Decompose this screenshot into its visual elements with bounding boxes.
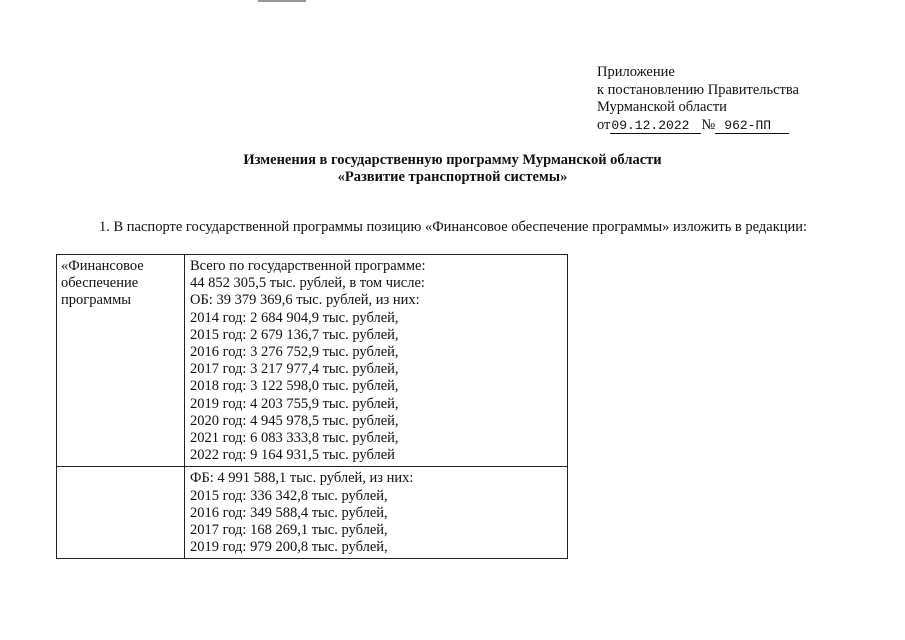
funding-line: 2017 год: 3 217 977,4 тыс. рублей,	[190, 361, 399, 378]
funding-line: 2021 год: 6 083 333,8 тыс. рублей,	[190, 430, 399, 447]
funding-line: 2014 год: 2 684 904,9 тыс. рублей,	[190, 309, 399, 326]
funding-line: 2017 год: 168 269,1 тыс. рублей,	[190, 522, 388, 539]
funding-cell-regional	[185, 255, 568, 467]
funding-line: 2015 год: 336 342,8 тыс. рублей,	[190, 487, 388, 504]
funding-line: 2016 год: 3 276 752,9 тыс. рублей,	[190, 344, 399, 361]
funding-line: 2019 год: 4 203 755,9 тыс. рублей,	[190, 395, 399, 412]
label-line: «Финансовое	[61, 258, 144, 274]
funding-line: 44 852 305,5 тыс. рублей, в том числе:	[190, 275, 425, 292]
label-cell-empty	[57, 467, 185, 559]
decree-number: 962-ПП	[715, 118, 789, 134]
appendix-line-3: Мурманской области	[597, 99, 727, 115]
financing-table	[56, 254, 568, 559]
scan-artifact-mark	[258, 0, 306, 2]
funding-line: ФБ: 4 991 588,1 тыс. рублей, из них:	[190, 470, 414, 487]
number-prefix: №	[701, 116, 716, 133]
label-line: обеспечение	[61, 275, 139, 292]
appendix-line-1: Приложение	[597, 64, 675, 80]
funding-line: 2018 год: 3 122 598,0 тыс. рублей,	[190, 378, 399, 395]
funding-line: ОБ: 39 379 369,6 тыс. рублей, из них:	[190, 292, 420, 309]
title-line-2: «Развитие транспортной системы»	[337, 169, 568, 185]
date-prefix: от	[597, 116, 611, 133]
decree-date: 09.12.2022	[611, 117, 690, 133]
funding-line: 2019 год: 979 200,8 тыс. рублей,	[190, 539, 388, 556]
funding-line: Всего по государственной программе:	[190, 258, 426, 274]
label-cell	[57, 255, 185, 467]
appendix-line-2: к постановлению Правительства	[597, 81, 799, 98]
appendix-date-line	[597, 117, 799, 135]
funding-line: 2022 год: 9 164 931,5 тыс. рублей	[190, 447, 395, 464]
label-line: программы	[61, 292, 131, 309]
funding-line: 2015 год: 2 679 136,7 тыс. рублей,	[190, 326, 399, 343]
funding-cell-federal	[185, 467, 568, 559]
funding-line: 2020 год: 4 945 978,5 тыс. рублей,	[190, 412, 399, 429]
table-row	[57, 467, 568, 559]
title-line-1: Изменения в государственную программу Мурманской области	[243, 152, 662, 168]
funding-line: 2016 год: 349 588,4 тыс. рублей,	[190, 504, 388, 521]
appendix-header	[597, 64, 799, 134]
document-title	[0, 152, 905, 186]
instruction-paragraph: 1. В паспорте государственной программы позицию «Финансовое обеспечение программы» изложить в редакции:	[99, 219, 808, 235]
table-row	[57, 255, 568, 467]
